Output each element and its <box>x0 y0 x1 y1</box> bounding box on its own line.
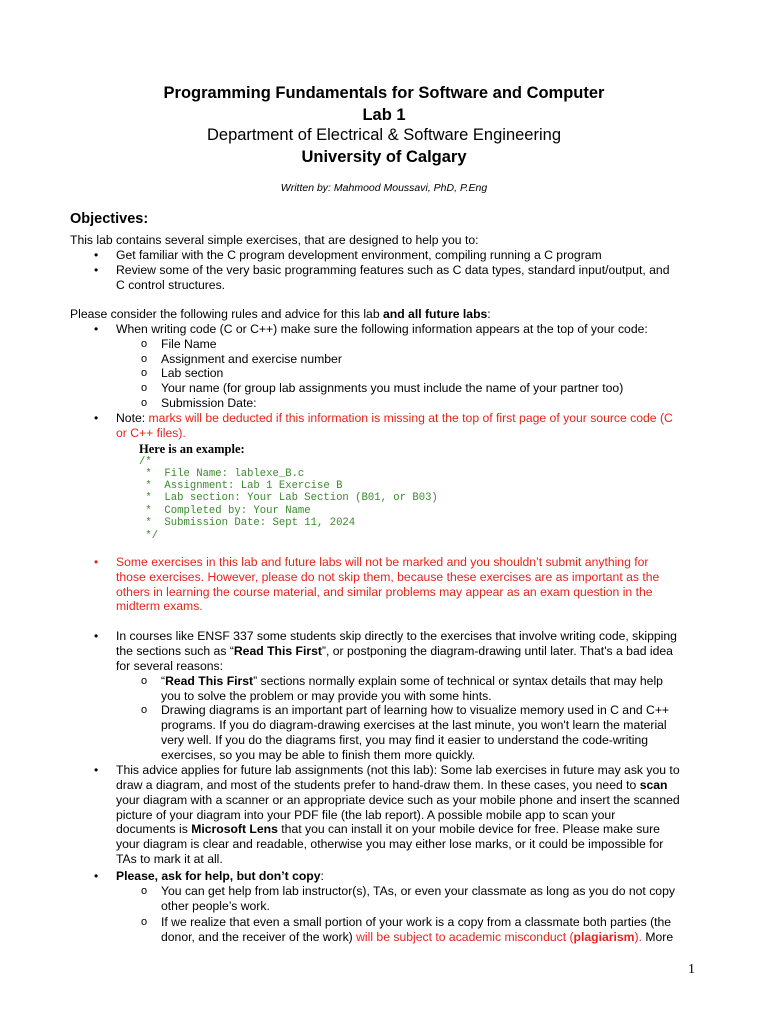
bullet-marker: • <box>94 629 99 643</box>
circle-bullet: o <box>141 675 148 687</box>
university-name: University of Calgary <box>301 148 467 166</box>
bullet-marker: • <box>94 411 99 425</box>
code-line: * Assignment: Lab 1 Exercise B <box>139 480 343 492</box>
bullet-marker: • <box>94 555 99 569</box>
plagiarism-item-line: donor, and the receiver of the work) will be subject to academic misconduct (plagiarism). More <box>161 930 674 944</box>
objective-item-2: Review some of the very basic programming features such as C data types, standard input/output, and <box>116 263 670 277</box>
advice-paragraph-line: your diagram with a scanner or an appropriate device such as your mobile phone and insert the scanned <box>116 793 680 807</box>
unmarked-exercises-line: others in learning the course material, and similar problems may appear as an exam question in the <box>116 585 653 599</box>
objective-item-1: Get familiar with the C program development environment, compiling running a C program <box>116 248 602 262</box>
bullet-marker: • <box>94 322 99 336</box>
circle-bullet: o <box>141 367 148 379</box>
advice-paragraph-line: draw a diagram, and most of the students prefer to hand-draw them. In these cases, you need to scan <box>116 778 668 792</box>
example-title: Here is an example: <box>139 442 245 456</box>
objective-item-2-cont: C control structures. <box>116 278 226 292</box>
plagiarism-item-line: If we realize that even a small portion of your work is a copy from a classmate both parties (the <box>161 915 672 929</box>
rules-intro: Please consider the following rules and advice for this lab and all future labs: <box>70 307 491 321</box>
code-line: * File Name: lablexe_B.c <box>139 468 305 480</box>
bullet-marker: • <box>94 263 99 277</box>
sub-item-assignment: Assignment and exercise number <box>161 352 342 366</box>
sub-item-your-name: Your name (for group lab assignments you must include the name of your partner too) <box>161 381 624 395</box>
note-line-cont: or C++ files). <box>116 426 186 440</box>
code-line: /* <box>139 456 152 468</box>
course-title: Programming Fundamentals for Software and Computer <box>163 84 605 102</box>
diagram-item-line: programs. If you do diagram-drawing exercises at the last minute, you won't learn the material <box>161 718 667 732</box>
bullet-marker: • <box>94 869 99 883</box>
diagram-item-line: exercises, so you may be able to finish them more quickly. <box>161 748 476 762</box>
ensf-paragraph-line: the sections such as “Read This First”, or postponing the diagram-drawing until later. That's a bad idea <box>116 644 673 658</box>
objectives-intro: This lab contains several simple exercises, that are designed to help you to: <box>70 233 479 247</box>
advice-paragraph-line: documents is Microsoft Lens that you can install it on your mobile device for free. Please make sure <box>116 822 660 836</box>
sub-item-submission-date: Submission Date: <box>161 396 257 410</box>
ensf-paragraph-line: In courses like ENSF 337 some students skip directly to the exercises that involve writing code, skipping <box>116 629 677 643</box>
page-number: 1 <box>688 962 695 977</box>
circle-bullet: o <box>141 353 148 365</box>
advice-paragraph-line: your diagram is clear and readable, otherwise you may either lose marks, or it could be impossible for <box>116 837 664 851</box>
advice-paragraph-line: TAs to mark it at all. <box>116 852 223 866</box>
sub-item-lab-section: Lab section <box>161 366 224 380</box>
read-this-first-item-cont: you to solve the problem or may provide you with some hints. <box>161 689 492 703</box>
help-heading: Please, ask for help, but don’t copy: <box>116 869 324 883</box>
bullet-marker: • <box>94 248 99 262</box>
code-line: * Submission Date: Sept 11, 2024 <box>139 517 356 529</box>
diagram-item-line: Drawing diagrams is an important part of learning how to visualize memory used in C and C++ <box>161 703 670 717</box>
unmarked-exercises-line: those exercises. However, please do not skip them, because these exercises are as important as the <box>116 570 660 584</box>
help-item-line: other people’s work. <box>161 899 270 913</box>
code-line: * Lab section: Your Lab Section (B01, or B03) <box>139 492 438 504</box>
diagram-item-line: very well. If you do the diagrams first, you may find it easier to understand the code-writing <box>161 733 649 747</box>
ensf-paragraph-line: for several reasons: <box>116 659 224 673</box>
unmarked-exercises-line: midterm exams. <box>116 599 203 613</box>
circle-bullet: o <box>141 704 148 716</box>
circle-bullet: o <box>141 338 148 350</box>
code-line: */ <box>139 530 159 542</box>
author-line: Written by: Mahmood Moussavi, PhD, P.Eng <box>280 182 488 194</box>
advice-paragraph-line: picture of your diagram into your PDF file (the lab report). A possible mobile app to scan your <box>116 808 616 822</box>
bullet-marker: • <box>94 763 99 777</box>
read-this-first-item: “Read This First” sections normally explain some of technical or syntax details that may help <box>161 674 663 688</box>
sub-item-file-name: File Name <box>161 337 217 351</box>
unmarked-exercises-line: Some exercises in this lab and future labs will not be marked and you shouldn’t submit anything for <box>116 555 649 569</box>
help-item-line: You can get help from lab instructor(s), TAs, or even your classmate as long as you do not copy <box>161 884 675 898</box>
circle-bullet: o <box>141 382 148 394</box>
circle-bullet: o <box>141 916 148 928</box>
code-line: * Completed by: Your Name <box>139 505 311 517</box>
advice-paragraph-line: This advice applies for future lab assignments (not this lab): Some lab exercises in future may ask you to <box>116 763 680 777</box>
code-info-rule: When writing code (C or C++) make sure the following information appears at the top of your code: <box>116 322 648 336</box>
circle-bullet: o <box>141 397 148 409</box>
circle-bullet: o <box>141 885 148 897</box>
department-name: Department of Electrical & Software Engineering <box>206 126 561 144</box>
objectives-heading: Objectives: <box>70 211 149 227</box>
lab-title: Lab 1 <box>362 106 406 124</box>
note-line: Note: marks will be deducted if this information is missing at the top of first page of your source code (C <box>116 411 673 425</box>
